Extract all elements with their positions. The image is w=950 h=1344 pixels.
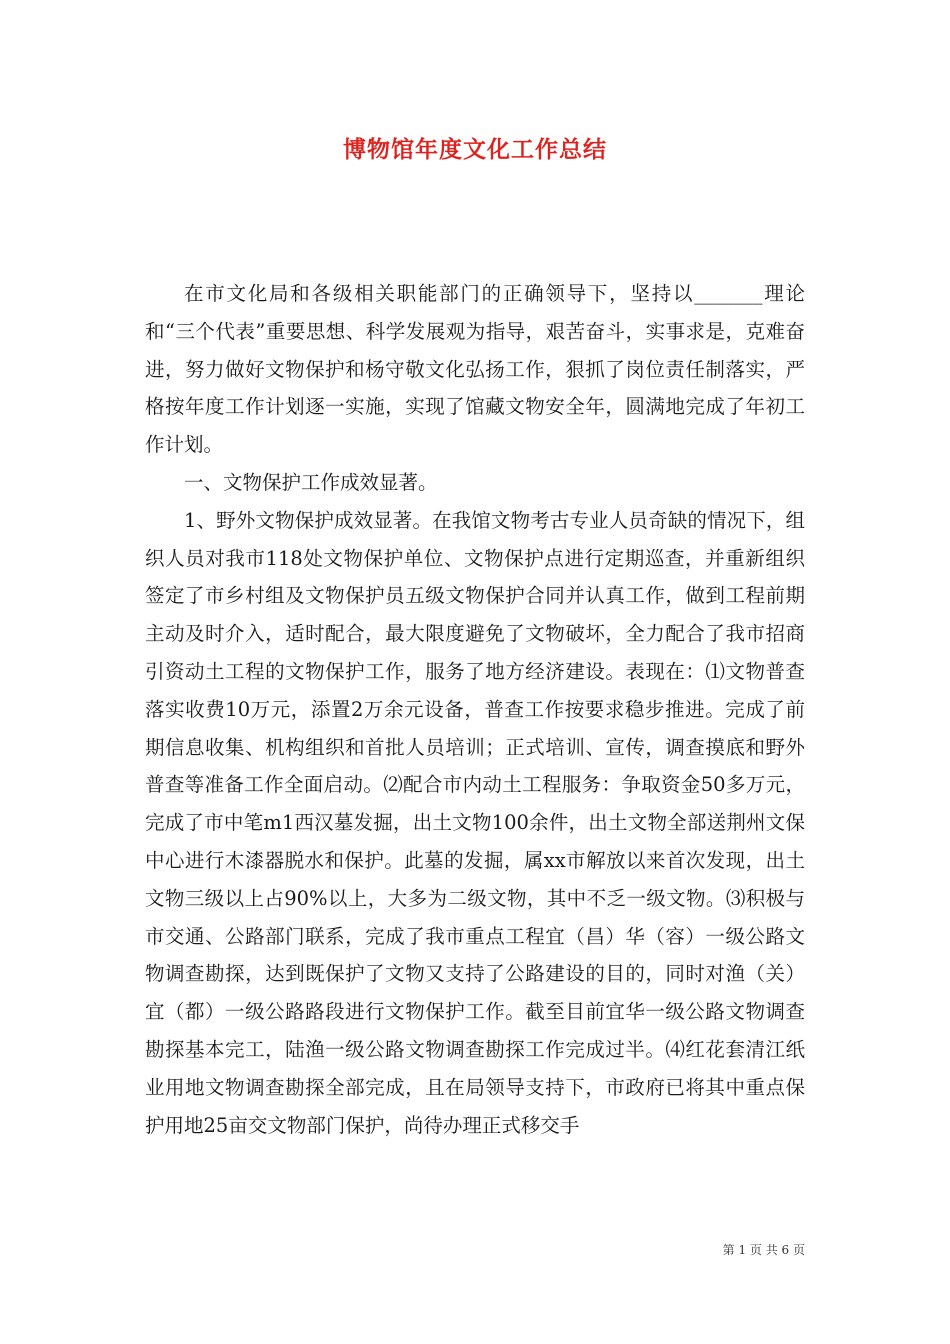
paragraph-intro: 在市文化局和各级相关职能部门的正确领导下，坚持以_______理论和“三个代表”重要思想、科学发展观为指导，艰苦奋斗，实事求是，克难奋进，努力做好文物保护和杨守敬文化弘扬工作，狠抓了岗位责任制落实，严格按年度工作计划逐一实施，实现了馆藏文物安全年，圆满地完成了年初工作计划。 (145, 282, 805, 457)
page-number: 第 1 页 共 6 页 (722, 1243, 805, 1257)
document-body (145, 275, 805, 1144)
paragraph-field-protection: 1、野外文物保护成效显著。在我馆文物考古专业人员奇缺的情况下，组织人员对我市118处文物保护单位、文物保护点进行定期巡查，并重新组织签定了市乡村组及文物保护员五级文物保护合同并认真工作，做到工程前期主动及时介入，适时配合，最大限度避免了文物破坏，全力配合了我市招商引资动土工程的文物保护工作，服务了地方经济建设。表现在：⑴文物普查落实收费10万元，添置2万余元设备，普查工作按要求稳步推进。完成了前期信息收集、机构组织和首批人员培训；正式培训、宣传，调查摸底和野外普查等准备工作全面启动。⑵配合市内动土工程服务：争取资金50多万元，完成了市中笔m1西汉墓发掘，出土文物100余件，出土文物全部送荆州文保中心进行木漆器脱水和保护。此墓的发掘，属xx市解放以来首次发现，出土文物三级以上占90%以上，大多为二级文物，其中不乏一级文物。⑶积极与市交通、公路部门联系，完成了我市重点工程宜（昌）华（容）一级公路文物调查勘探，达到既保护了文物又支持了公路建设的目的，同时对渔（关）宜（都）一级公路路段进行文物保护工作。截至目前宜华一级公路文物调查勘探基本完工，陆渔一级公路文物调查勘探工作完成过半。⑷红花套清江纸业用地文物调查勘探全部完成，且在局领导支持下，市政府已将其中重点保护用地25亩交文物部门保护，尚待办理正式移交手 (145, 508, 805, 1137)
document-title: 博物馆年度文化工作总结 (343, 136, 607, 163)
page-footer (0, 1242, 805, 1258)
section-heading-1: 一、文物保护工作成效显著。 (184, 470, 438, 494)
